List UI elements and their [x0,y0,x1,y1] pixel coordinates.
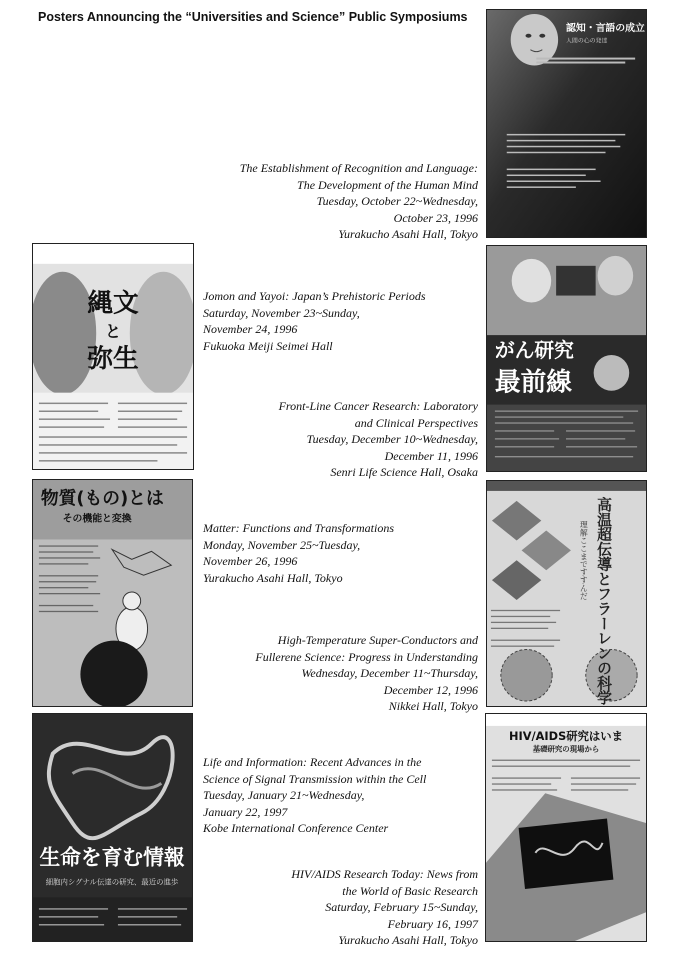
caption-line: Saturday, February 15~Sunday, [325,900,478,915]
poster-cancer-line2: 最前線 [494,367,572,398]
poster-recognition-subhead: 人間の心の発達 [566,37,608,45]
poster-recognition-headline: 認知・言語の成立 [566,22,645,34]
poster-superconductors [486,480,647,707]
caption-line: Monday, November 25~Tuesday, [203,537,361,552]
page-title: Posters Announcing the “Universities and Science” Public Symposiums [38,10,468,24]
caption-line: January 22, 1997 [203,804,288,819]
caption-line: Senri Life Science Hall, Osaka [330,465,478,480]
poster-matter-line1: 物質(もの)とは [40,487,164,509]
caption-line: Science of Signal Transmission within the Cell [203,771,427,786]
caption-line: Front-Line Cancer Research: Laboratory [278,399,478,413]
caption-line: Yurakucho Asahi Hall, Tokyo [338,227,478,242]
caption-jomon-yayoi [203,288,426,354]
caption-line: Yurakucho Asahi Hall, Tokyo [338,933,478,948]
poster-jomon-line1: 縄文 [87,288,139,319]
caption-line: The Establishment of Recognition and Language: [239,161,478,175]
caption-line: The Development of the Human Mind [297,177,478,192]
caption-hiv-aids [291,866,478,949]
caption-line: Wednesday, December 11~Thursday, [301,666,478,681]
caption-line: Fullerene Science: Progress in Understanding [255,649,478,664]
poster-superconductor-col2: 理解ここまですすんだ [579,520,589,600]
caption-line: December 12, 1996 [383,682,478,697]
poster-cancer-line1: がん研究 [494,338,574,363]
poster-matter-line2: その機能と変換 [62,513,132,525]
caption-line: the World of Basic Research [342,883,478,898]
caption-line: Kobe International Conference Center [203,821,389,836]
caption-cancer-research [279,398,478,481]
poster-superconductor-col1: 高温超伝導とフラーレンの科学 [595,496,613,706]
caption-line: Matter: Functions and Transformations [203,521,395,535]
poster-jomon-line3: 弥生 [87,343,139,374]
caption-line: November 24, 1996 [203,322,298,337]
poster-hiv-line2: 基礎研究の現場から [532,744,600,754]
caption-line: Nikkei Hall, Tokyo [388,699,478,714]
poster-recognition-language [486,9,647,238]
poster-life-line1: 生命を育む情報 [39,845,185,870]
caption-matter [203,520,394,586]
caption-line: Yurakucho Asahi Hall, Tokyo [203,570,343,585]
caption-line: High-Temperature Super-Conductors and [277,633,478,647]
caption-line: Tuesday, December 10~Wednesday, [306,432,478,447]
caption-life-information [203,754,426,837]
caption-superconductors [255,632,478,715]
caption-line: Life and Information: Recent Advances in the [203,755,422,769]
poster-jomon-line2: と [105,322,121,342]
poster-hiv-aids [485,713,647,942]
poster-hiv-line1: HIV/AIDS研究はいま [509,728,623,743]
caption-line: Jomon and Yayoi: Japan’s Prehistoric Periods [203,289,426,303]
poster-matter [32,479,193,707]
caption-line: Tuesday, October 22~Wednesday, [316,194,478,209]
caption-line: Tuesday, January 21~Wednesday, [203,788,365,803]
caption-line: HIV/AIDS Research Today: News from [291,867,478,881]
caption-recognition-language [240,160,478,243]
caption-line: and Clinical Perspectives [354,415,478,430]
caption-line: February 16, 1997 [387,916,478,931]
poster-life-information [32,713,193,942]
caption-line: December 11, 1996 [384,448,478,463]
caption-line: Fukuoka Meiji Seimei Hall [203,338,333,353]
poster-life-line2: 細胞内シグナル伝達の研究、最近の進歩 [45,877,179,887]
poster-jomon-yayoi [32,243,194,470]
poster-cancer-research [486,245,647,472]
caption-line: Saturday, November 23~Sunday, [203,305,360,320]
caption-line: November 26, 1996 [203,554,298,569]
caption-line: October 23, 1996 [393,210,478,225]
